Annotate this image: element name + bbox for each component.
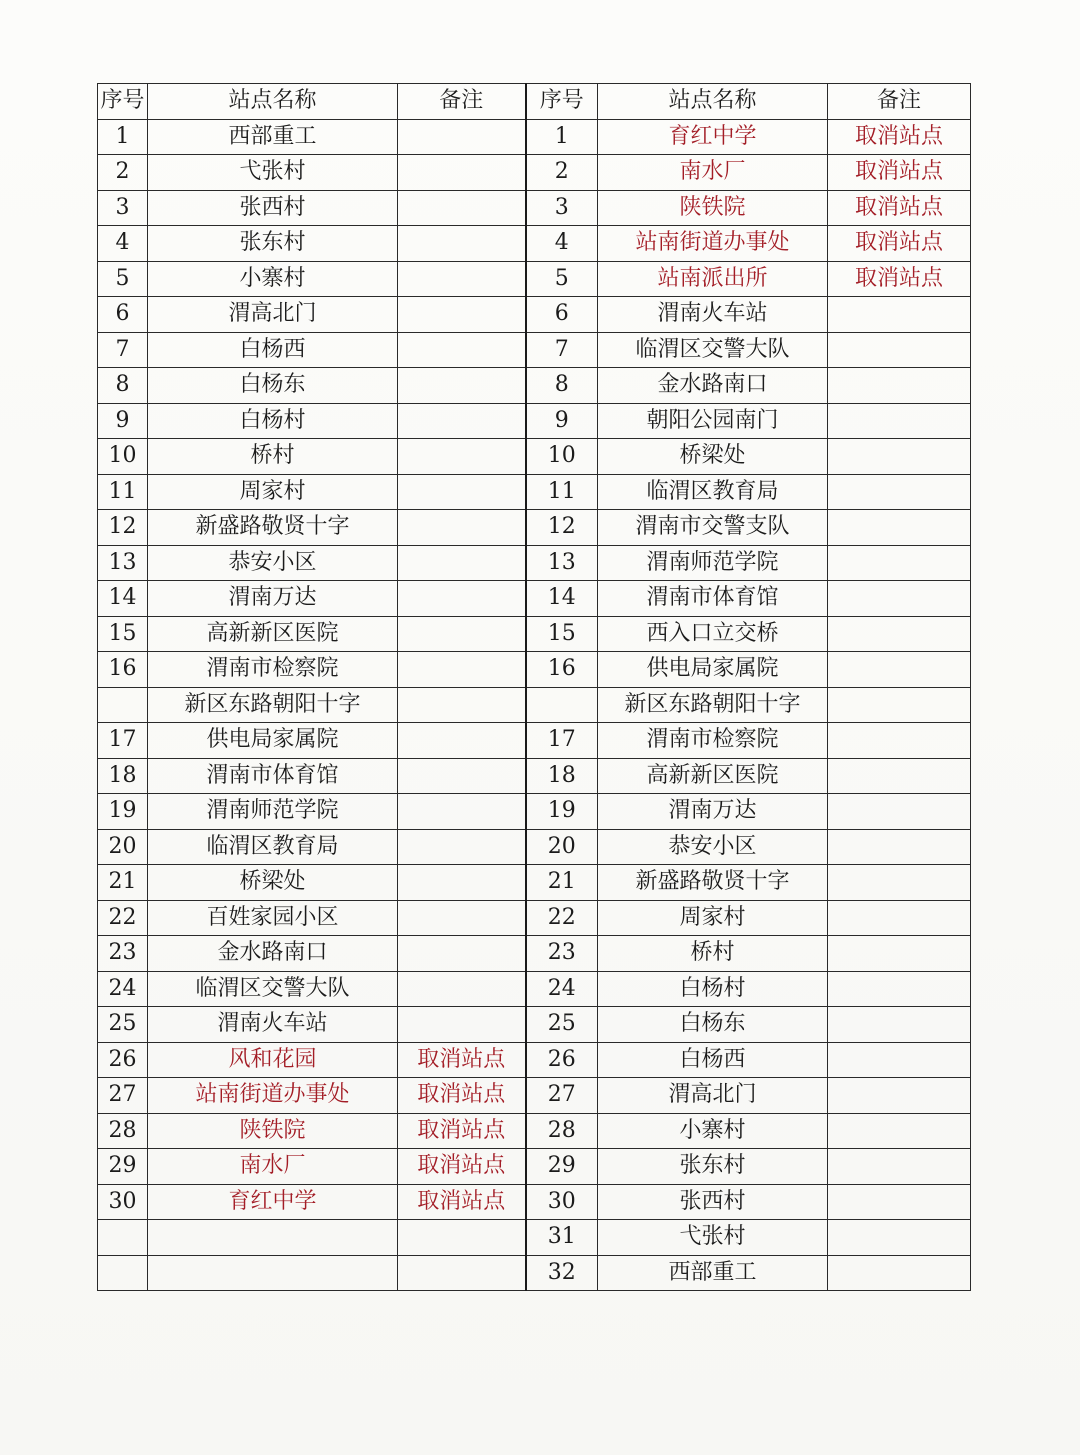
table-body [98, 119, 971, 1291]
left-station-name-cell: 南水厂 [148, 1149, 398, 1185]
left-station-note-cell [398, 1220, 526, 1256]
right-station-name-cell: 南水厂 [598, 155, 828, 191]
right-station-name-cell: 渭南万达 [598, 794, 828, 830]
right-station-seq-cell: 25 [526, 1007, 598, 1043]
table-row [98, 687, 971, 723]
left-station-name-cell: 渭高北门 [148, 297, 398, 333]
left-station-note-cell [398, 190, 526, 226]
right-station-name-cell: 渭南市检察院 [598, 723, 828, 759]
left-station-note-cell [398, 510, 526, 546]
left-station-note-cell [398, 971, 526, 1007]
left-station-note-cell [398, 758, 526, 794]
left-station-note-cell [398, 474, 526, 510]
right-station-name-cell: 白杨西 [598, 1042, 828, 1078]
left-station-seq-cell: 15 [98, 616, 148, 652]
right-station-note-cell [828, 652, 971, 688]
right-station-name-cell: 桥梁处 [598, 439, 828, 475]
left-station-seq-cell: 4 [98, 226, 148, 262]
right-station-name-cell: 站南派出所 [598, 261, 828, 297]
table-row [98, 1255, 971, 1291]
left-station-name-cell: 高新新区医院 [148, 616, 398, 652]
table-row [98, 936, 971, 972]
left-station-seq-cell: 28 [98, 1113, 148, 1149]
left-station-seq-cell: 20 [98, 829, 148, 865]
left-station-name-cell: 新区东路朝阳十字 [148, 687, 398, 723]
right-station-name-cell: 渭高北门 [598, 1078, 828, 1114]
right-station-seq-cell: 14 [526, 581, 598, 617]
right-station-name-cell: 西入口立交桥 [598, 616, 828, 652]
right-station-note-cell [828, 1042, 971, 1078]
right-station-note-cell: 取消站点 [828, 226, 971, 262]
right-station-seq-cell: 12 [526, 510, 598, 546]
left-station-seq-cell: 23 [98, 936, 148, 972]
right-station-seq-cell [526, 687, 598, 723]
right-station-name-cell: 周家村 [598, 900, 828, 936]
left-station-note-cell [398, 155, 526, 191]
left-station-name-cell: 百姓家园小区 [148, 900, 398, 936]
right-station-name-cell: 朝阳公园南门 [598, 403, 828, 439]
right-station-seq-cell: 18 [526, 758, 598, 794]
right-station-name-cell: 新盛路敬贤十字 [598, 865, 828, 901]
right-station-note-cell [828, 971, 971, 1007]
right-station-seq-cell: 30 [526, 1184, 598, 1220]
left-station-seq-cell: 8 [98, 368, 148, 404]
right-station-note-cell [828, 439, 971, 475]
right-station-note-cell [828, 865, 971, 901]
left-station-seq-cell: 1 [98, 119, 148, 155]
left-station-seq-cell: 9 [98, 403, 148, 439]
right-station-name-cell: 金水路南口 [598, 368, 828, 404]
left-station-seq-cell: 22 [98, 900, 148, 936]
left-station-seq-cell: 2 [98, 155, 148, 191]
table-row [98, 155, 971, 191]
right-station-seq-cell: 26 [526, 1042, 598, 1078]
table-row [98, 723, 971, 759]
right-station-name-cell: 白杨东 [598, 1007, 828, 1043]
right-station-seq-cell: 28 [526, 1113, 598, 1149]
right-station-seq-cell: 29 [526, 1149, 598, 1185]
left-station-seq-cell: 25 [98, 1007, 148, 1043]
left-station-name-cell: 渭南师范学院 [148, 794, 398, 830]
table-row [98, 403, 971, 439]
left-station-name-cell: 恭安小区 [148, 545, 398, 581]
left-station-seq-cell: 11 [98, 474, 148, 510]
right-station-seq-cell: 23 [526, 936, 598, 972]
table-row [98, 865, 971, 901]
left-station-note-cell [398, 332, 526, 368]
right-station-seq-cell: 24 [526, 971, 598, 1007]
left-station-name-cell [148, 1255, 398, 1291]
right-station-note-cell [828, 758, 971, 794]
table-row [98, 368, 971, 404]
table-row [98, 226, 971, 262]
left-station-name-cell [148, 1220, 398, 1256]
right-station-seq-cell: 8 [526, 368, 598, 404]
left-station-seq-cell [98, 687, 148, 723]
left-station-note-cell [398, 226, 526, 262]
left-station-seq-cell: 19 [98, 794, 148, 830]
table-row [98, 1078, 971, 1114]
right-station-name-cell: 渭南市体育馆 [598, 581, 828, 617]
left-station-name-cell: 新盛路敬贤十字 [148, 510, 398, 546]
right-station-seq-cell: 22 [526, 900, 598, 936]
table-row [98, 971, 971, 1007]
left-station-note-cell [398, 687, 526, 723]
left-station-seq-cell: 18 [98, 758, 148, 794]
left-station-note-cell [398, 723, 526, 759]
left-station-seq-cell: 5 [98, 261, 148, 297]
right-station-name-cell: 供电局家属院 [598, 652, 828, 688]
left-station-note-cell [398, 616, 526, 652]
left-station-note-cell: 取消站点 [398, 1042, 526, 1078]
right-station-seq-cell: 16 [526, 652, 598, 688]
left-station-name-cell: 临渭区交警大队 [148, 971, 398, 1007]
table-row [98, 794, 971, 830]
left-station-seq-cell: 6 [98, 297, 148, 333]
table-row [98, 261, 971, 297]
table-row [98, 1220, 971, 1256]
right-station-seq-cell: 5 [526, 261, 598, 297]
right-station-seq-cell: 32 [526, 1255, 598, 1291]
right-station-note-cell [828, 474, 971, 510]
left-station-name-cell: 育红中学 [148, 1184, 398, 1220]
right-station-seq-cell: 17 [526, 723, 598, 759]
right-station-name-cell: 桥村 [598, 936, 828, 972]
right-station-name-cell: 新区东路朝阳十字 [598, 687, 828, 723]
table-row [98, 119, 971, 155]
left-station-seq-cell: 17 [98, 723, 148, 759]
right-station-name-cell: 张东村 [598, 1149, 828, 1185]
left-station-note-cell [398, 403, 526, 439]
right-station-note-cell [828, 936, 971, 972]
right-station-note-cell [828, 403, 971, 439]
right-station-note-cell [828, 368, 971, 404]
left-station-note-cell: 取消站点 [398, 1078, 526, 1114]
right-station-name-cell: 恭安小区 [598, 829, 828, 865]
right-station-note-cell [828, 616, 971, 652]
table-row [98, 900, 971, 936]
right-station-name-cell: 张西村 [598, 1184, 828, 1220]
table-row [98, 190, 971, 226]
table-row [98, 474, 971, 510]
right-station-seq-cell: 6 [526, 297, 598, 333]
right-station-note-cell: 取消站点 [828, 261, 971, 297]
left-station-seq-cell: 14 [98, 581, 148, 617]
right-station-name-cell: 站南街道办事处 [598, 226, 828, 262]
right-station-note-cell [828, 297, 971, 333]
right-station-note-cell [828, 581, 971, 617]
left-station-seq-cell: 30 [98, 1184, 148, 1220]
left-station-note-cell [398, 865, 526, 901]
right-station-note-cell [828, 1255, 971, 1291]
table-header-row [98, 84, 971, 120]
left-station-seq-cell [98, 1220, 148, 1256]
right-station-name-cell: 临渭区教育局 [598, 474, 828, 510]
table-row [98, 616, 971, 652]
header-right-seq: 序号 [526, 84, 598, 120]
left-station-note-cell [398, 545, 526, 581]
right-station-name-cell: 渭南市交警支队 [598, 510, 828, 546]
right-station-seq-cell: 10 [526, 439, 598, 475]
left-station-name-cell: 桥梁处 [148, 865, 398, 901]
right-station-note-cell [828, 723, 971, 759]
left-station-seq-cell: 21 [98, 865, 148, 901]
left-station-name-cell: 白杨西 [148, 332, 398, 368]
left-station-note-cell [398, 794, 526, 830]
right-station-name-cell: 西部重工 [598, 1255, 828, 1291]
right-station-note-cell: 取消站点 [828, 190, 971, 226]
left-station-note-cell [398, 581, 526, 617]
table-row [98, 1007, 971, 1043]
right-station-seq-cell: 13 [526, 545, 598, 581]
table-row [98, 1184, 971, 1220]
left-station-name-cell: 渭南火车站 [148, 1007, 398, 1043]
left-station-seq-cell: 29 [98, 1149, 148, 1185]
left-station-seq-cell: 10 [98, 439, 148, 475]
right-station-note-cell: 取消站点 [828, 119, 971, 155]
left-station-note-cell: 取消站点 [398, 1113, 526, 1149]
left-station-name-cell: 渭南市检察院 [148, 652, 398, 688]
right-station-seq-cell: 19 [526, 794, 598, 830]
left-station-note-cell [398, 1255, 526, 1291]
table-row [98, 545, 971, 581]
right-station-seq-cell: 31 [526, 1220, 598, 1256]
left-station-seq-cell: 13 [98, 545, 148, 581]
header-right-name: 站点名称 [598, 84, 828, 120]
left-station-name-cell: 临渭区教育局 [148, 829, 398, 865]
right-station-seq-cell: 3 [526, 190, 598, 226]
header-left-name: 站点名称 [148, 84, 398, 120]
left-station-name-cell: 弋张村 [148, 155, 398, 191]
right-station-seq-cell: 1 [526, 119, 598, 155]
right-station-note-cell [828, 900, 971, 936]
left-station-name-cell: 白杨东 [148, 368, 398, 404]
left-station-name-cell: 张西村 [148, 190, 398, 226]
table-row [98, 758, 971, 794]
right-station-note-cell [828, 545, 971, 581]
left-station-note-cell [398, 900, 526, 936]
table-row [98, 829, 971, 865]
right-station-name-cell: 临渭区交警大队 [598, 332, 828, 368]
table-row [98, 332, 971, 368]
header-left-seq: 序号 [98, 84, 148, 120]
right-station-note-cell [828, 510, 971, 546]
left-station-note-cell [398, 829, 526, 865]
left-station-note-cell [398, 439, 526, 475]
right-station-note-cell [828, 332, 971, 368]
left-station-name-cell: 供电局家属院 [148, 723, 398, 759]
right-station-note-cell [828, 829, 971, 865]
left-station-name-cell: 小寨村 [148, 261, 398, 297]
left-station-note-cell [398, 936, 526, 972]
left-station-note-cell [398, 652, 526, 688]
left-station-note-cell [398, 297, 526, 333]
right-station-name-cell: 高新新区医院 [598, 758, 828, 794]
right-station-name-cell: 渭南火车站 [598, 297, 828, 333]
table-row [98, 1149, 971, 1185]
left-station-name-cell: 风和花园 [148, 1042, 398, 1078]
left-station-note-cell: 取消站点 [398, 1149, 526, 1185]
right-station-seq-cell: 27 [526, 1078, 598, 1114]
right-station-note-cell: 取消站点 [828, 155, 971, 191]
right-station-name-cell: 陕铁院 [598, 190, 828, 226]
left-station-seq-cell: 27 [98, 1078, 148, 1114]
left-station-seq-cell: 3 [98, 190, 148, 226]
right-station-seq-cell: 7 [526, 332, 598, 368]
right-station-name-cell: 白杨村 [598, 971, 828, 1007]
left-station-note-cell [398, 261, 526, 297]
right-station-note-cell [828, 1184, 971, 1220]
left-station-seq-cell: 26 [98, 1042, 148, 1078]
left-station-name-cell: 渭南市体育馆 [148, 758, 398, 794]
left-station-name-cell: 张东村 [148, 226, 398, 262]
table-row [98, 652, 971, 688]
right-station-seq-cell: 20 [526, 829, 598, 865]
left-station-seq-cell: 16 [98, 652, 148, 688]
left-station-name-cell: 周家村 [148, 474, 398, 510]
left-station-note-cell: 取消站点 [398, 1184, 526, 1220]
right-station-seq-cell: 9 [526, 403, 598, 439]
left-station-name-cell: 渭南万达 [148, 581, 398, 617]
header-left-note: 备注 [398, 84, 526, 120]
right-station-name-cell: 小寨村 [598, 1113, 828, 1149]
header-right-note: 备注 [828, 84, 971, 120]
left-station-seq-cell [98, 1255, 148, 1291]
right-station-note-cell [828, 687, 971, 723]
right-station-seq-cell: 2 [526, 155, 598, 191]
right-station-seq-cell: 11 [526, 474, 598, 510]
table-row [98, 510, 971, 546]
left-station-note-cell [398, 368, 526, 404]
left-station-seq-cell: 12 [98, 510, 148, 546]
left-station-name-cell: 白杨村 [148, 403, 398, 439]
right-station-note-cell [828, 1149, 971, 1185]
left-station-name-cell: 桥村 [148, 439, 398, 475]
left-station-name-cell: 西部重工 [148, 119, 398, 155]
left-station-name-cell: 陕铁院 [148, 1113, 398, 1149]
table-row [98, 439, 971, 475]
left-station-name-cell: 站南街道办事处 [148, 1078, 398, 1114]
left-station-note-cell [398, 1007, 526, 1043]
left-station-seq-cell: 7 [98, 332, 148, 368]
right-station-seq-cell: 4 [526, 226, 598, 262]
right-station-note-cell [828, 1113, 971, 1149]
right-station-note-cell [828, 794, 971, 830]
right-station-name-cell: 育红中学 [598, 119, 828, 155]
left-station-note-cell [398, 119, 526, 155]
table-row [98, 1042, 971, 1078]
table-row [98, 1113, 971, 1149]
right-station-note-cell [828, 1078, 971, 1114]
right-station-note-cell [828, 1007, 971, 1043]
bus-station-table [97, 83, 971, 1291]
right-station-seq-cell: 15 [526, 616, 598, 652]
table-row [98, 297, 971, 333]
table-row [98, 581, 971, 617]
right-station-note-cell [828, 1220, 971, 1256]
right-station-name-cell: 渭南师范学院 [598, 545, 828, 581]
left-station-name-cell: 金水路南口 [148, 936, 398, 972]
right-station-seq-cell: 21 [526, 865, 598, 901]
right-station-name-cell: 弋张村 [598, 1220, 828, 1256]
left-station-seq-cell: 24 [98, 971, 148, 1007]
